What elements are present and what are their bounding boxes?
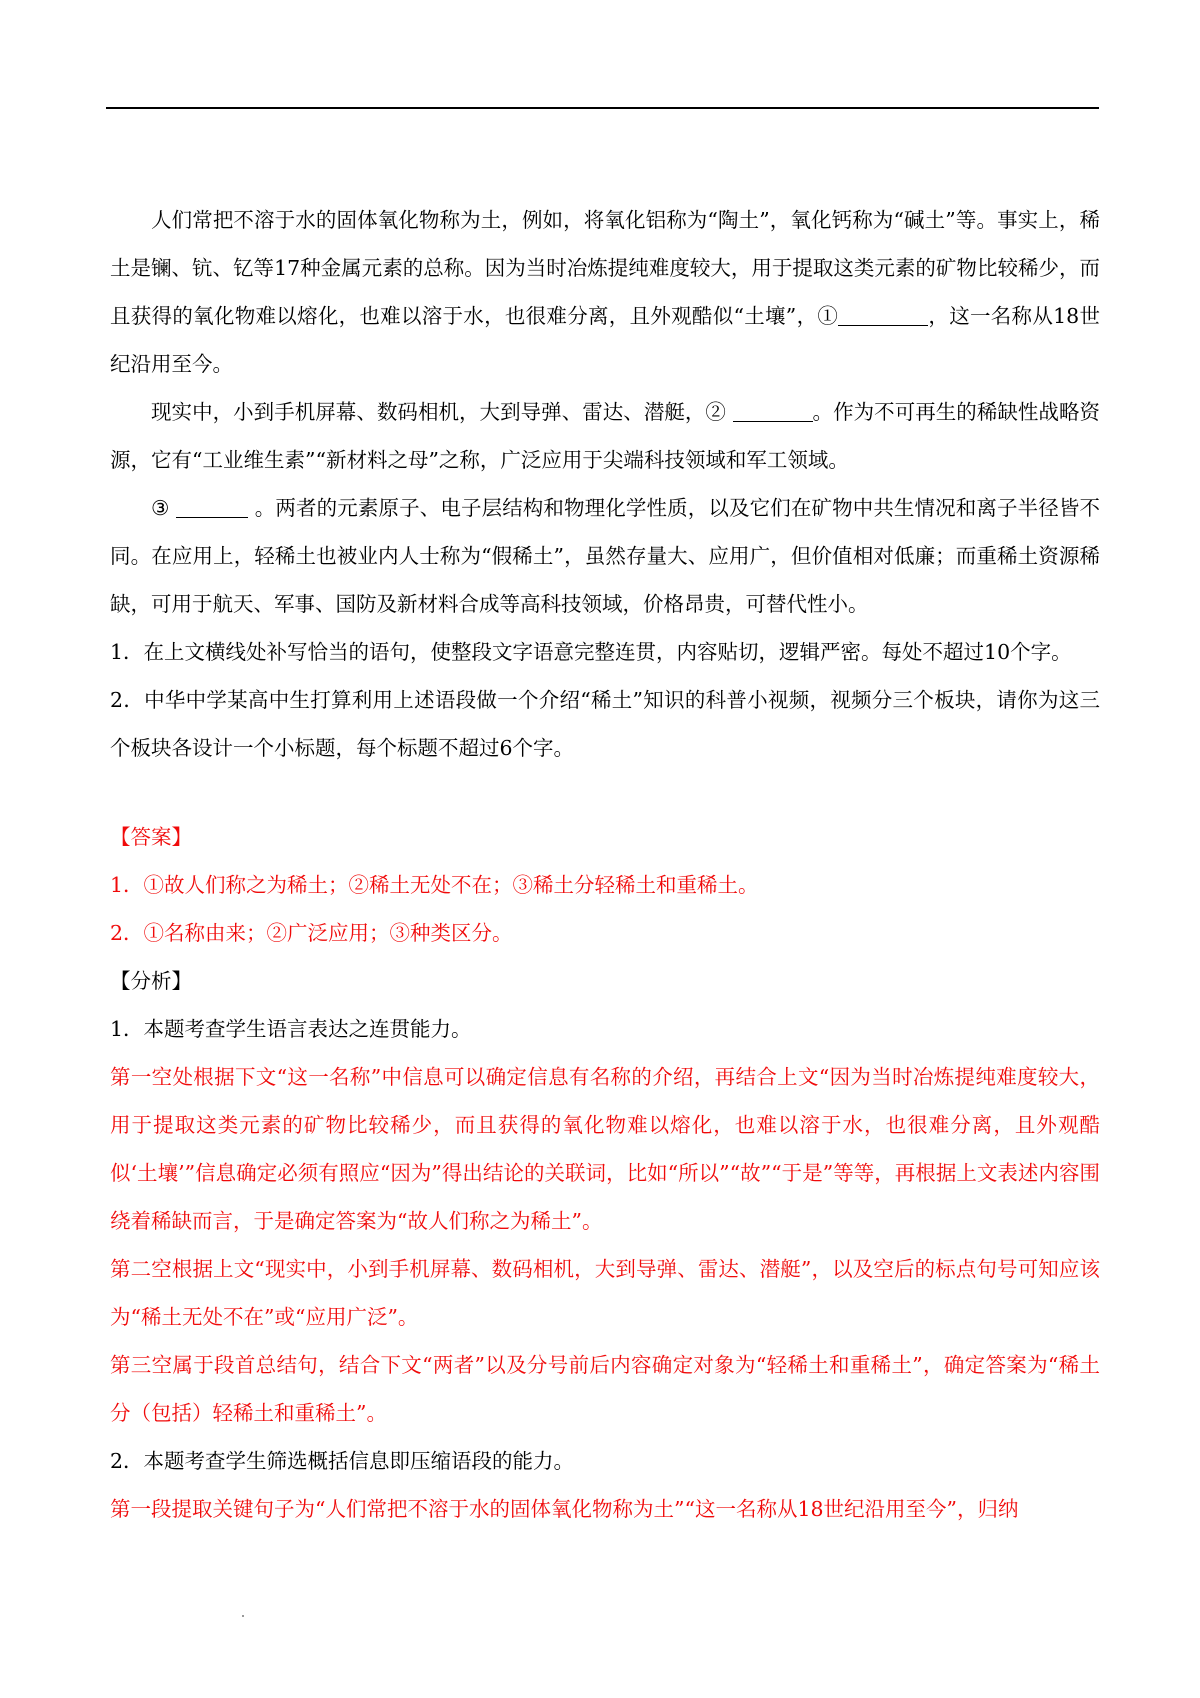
passage-paragraph-2 [110,388,1100,484]
answer-heading: 【答案】 [110,825,192,849]
analysis-line: 第三空属于段首总结句，结合下文“两者”以及分号前后内容确定对象为“轻稀土和重稀土”，确定答案为“稀土分（包括）轻稀土和重稀土”。 [110,1353,1100,1425]
question-2: 2．中华中学某高中生打算利用上述语段做一个介绍“稀土”知识的科普小视频，视频分三个板块，请你为这三个板块各设计一个小标题，每个标题不超过6个字。 [110,688,1100,760]
passage-paragraph-3 [110,484,1100,628]
blank-3 [176,495,248,518]
analysis-line: 第一段提取关键句子为“人们常把不溶于水的固体氧化物称为土”“这一名称从18世纪沿用至今”，归纳 [110,1497,1019,1521]
analysis-line: 1．本题考查学生语言表达之连贯能力。 [110,1017,472,1041]
passage-text: 现实中，小到手机屏幕、数码相机，大到导弹、雷达、潜艇，② [151,400,733,424]
analysis-line: 第二空根据上文“现实中，小到手机屏幕、数码相机，大到导弹、雷达、潜艇”，以及空后的标点句号可知应该为“稀土无处不在”或“应用广泛”。 [110,1257,1100,1329]
passage-text: ③ [151,496,177,520]
header-rule [106,107,1099,109]
answer-line: 1．①故人们称之为稀土；②稀土无处不在；③稀土分轻稀土和重稀土。 [110,873,759,897]
analysis-line: 第一空处根据下文“这一名称”中信息可以确定信息有名称的介绍，再结合上文“因为当时冶炼提纯难度较大，用于提取这类元素的矿物比较稀少，而且获得的氧化物难以熔化，也难以溶于水，也很难分离，且外观酷似‘土壤’”信息确定必须有照应“因为”得出结论的关联词，比如“所以”“故”“于是”等等，再根据上文表述内容围绕着稀缺而言，于是确定答案为“故人们称之为稀土”。 [110,1065,1100,1233]
passage-text: 人们常把不溶于水的固体氧化物称为土，例如，将氧化铝称为“陶土”，氧化钙称为“碱土”等。事实上，稀土是镧、钪、钇等17种金属元素的总称。因为当时冶炼提纯难度较大，用于提取这类元素的矿物比较稀少，而且获得的氧化物难以熔化，也难以溶于水，也很难分离，且外观酷似“土壤”，① [110,208,1100,328]
answer-line: 2．①名称由来；②广泛应用；③种类区分。 [110,921,513,945]
passage-text: 。作为不可再生的稀缺性战略资源，它有“工业维生素”“新材料之母”之称，广泛应用于尖端科技领域和军工领域。 [110,400,1100,472]
passage-paragraph-1 [110,196,1100,388]
question-1: 1．在上文横线处补写恰当的语句，使整段文字语意完整连贯，内容贴切，逻辑严密。每处不超过10个字。 [110,640,1072,664]
analysis-heading: 【分析】 [110,969,192,993]
passage-text: ，这一名称从18世纪沿用至今。 [110,304,1100,376]
document-body [110,196,1100,1533]
blank-2 [733,399,813,422]
passage-text: 。两者的元素原子、电子层结构和物理化学性质，以及它们在矿物中共生情况和离子半径皆不同。在应用上，轻稀土也被业内人士称为“假稀土”，虽然存量大、应用广，但价值相对低廉；而重稀土资源稀缺，可用于航天、军事、国防及新材料合成等高科技领域，价格昂贵，可替代性小。 [110,496,1100,616]
analysis-line: 2．本题考查学生筛选概括信息即压缩语段的能力。 [110,1449,575,1473]
blank-1 [838,303,928,326]
scan-dot [242,1615,244,1617]
